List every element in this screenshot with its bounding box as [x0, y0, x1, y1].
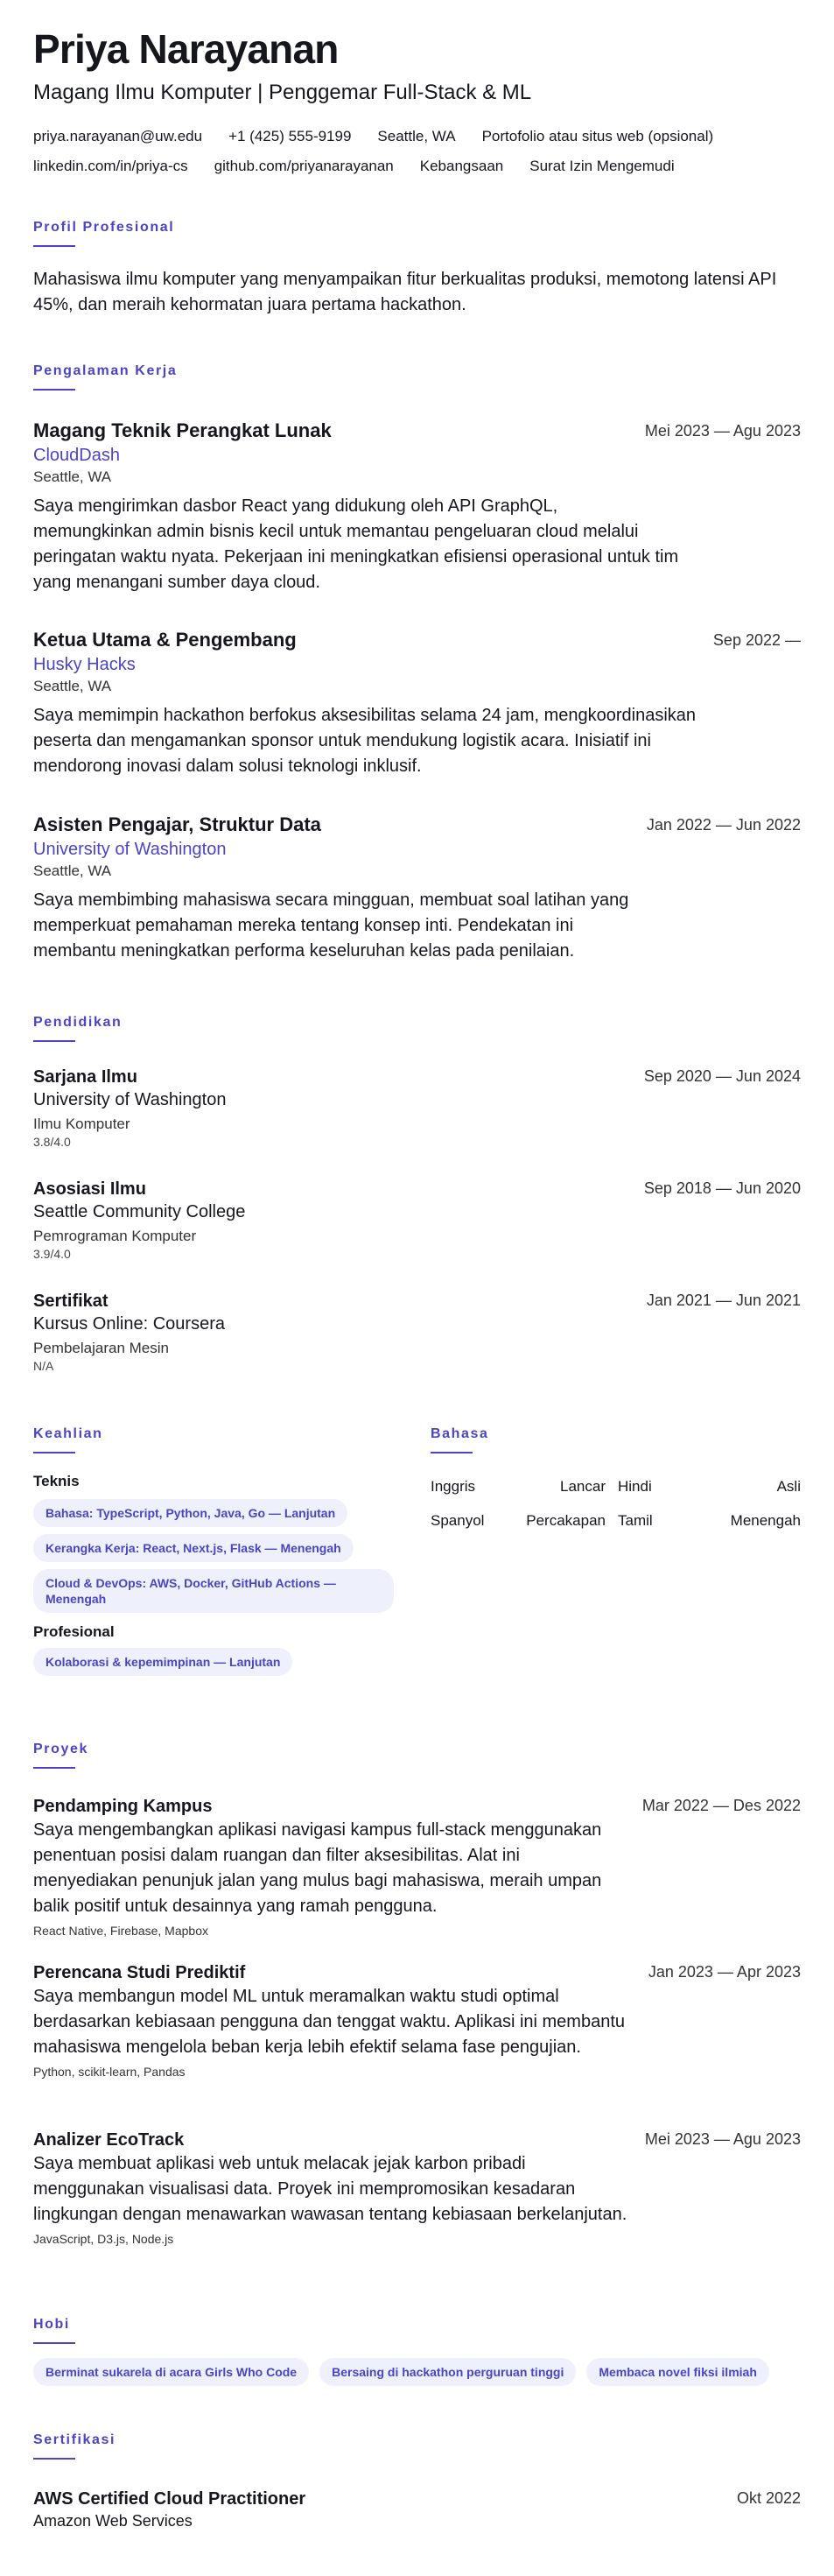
section-rule	[33, 389, 75, 391]
experience-description: Saya memimpin hackathon berfokus aksesibilitas selama 24 jam, mengkoordinasikan peserta dan mengamankan sponsor untuk mendukung logistik acara. Inisiatif ini mendorong inovasi dalam solusi teknologi inklusif.	[33, 706, 697, 776]
contact-nationality: Kebangsaan	[419, 158, 504, 174]
contact-github[interactable]: github.com/priyanarayanan	[214, 158, 394, 174]
experience-role: Ketua Utama & Pengembang	[33, 629, 297, 651]
experience-role: Asisten Pengajar, Struktur Data	[33, 813, 321, 835]
project-description: Saya membangun model ML untuk meramalkan waktu studi optimal berdasarkan kebiasaan pengguna dan tenggat waktu. Aplikasi ini membantu mahasiswa mengelola beban kerja lebih efektif selama fase pengujian.	[33, 1987, 626, 2057]
experience-description: Saya membimbing mahasiswa secara mingguan, membuat soal latihan yang memperkuat pemahaman mereka tentang konsep inti. Pendekatan ini membantu meningkatkan performa keseluruhan kelas pada penilaian.	[33, 890, 629, 961]
language-item	[618, 1511, 801, 1531]
experience-date: Sep 2022 —	[712, 631, 801, 649]
education-degree: Sertifikat	[33, 1292, 109, 1311]
language-level: Menengah	[730, 1512, 801, 1529]
skill-pill: Bahasa: TypeScript, Python, Java, Go — Lanjutan	[33, 1499, 347, 1527]
education-date: Jan 2021 — Jun 2021	[646, 1292, 801, 1309]
project-tech: JavaScript, D3.js, Node.js	[33, 2232, 174, 2246]
hobby-pill: Membaca novel fiksi ilmiah	[586, 2358, 769, 2386]
contact-phone[interactable]: +1 (425) 555-9199	[228, 128, 352, 144]
language-item	[618, 1477, 801, 1496]
certification-issuer: Amazon Web Services	[33, 2512, 193, 2530]
section-title-profile: Profil Profesional	[33, 220, 175, 235]
section-rule	[33, 1040, 75, 1042]
experience-role: Magang Teknik Perangkat Lunak	[33, 419, 332, 441]
language-name: Spanyol	[431, 1512, 485, 1529]
candidate-tagline: Magang Ilmu Komputer | Penggemar Full-Stack & ML	[33, 81, 532, 104]
education-gpa: N/A	[33, 1359, 54, 1373]
education-degree: Sarjana Ilmu	[33, 1067, 137, 1087]
experience-item	[33, 813, 637, 964]
contact-row-2	[33, 157, 701, 176]
section-title-projects: Proyek	[33, 1742, 88, 1756]
education-item	[33, 1178, 245, 1262]
education-item	[33, 1066, 226, 1150]
hobby-pill: Berminat sukarela di acara Girls Who Code	[33, 2358, 309, 2386]
language-level: Asli	[776, 1478, 801, 1495]
education-school: Kursus Online: Coursera	[33, 1314, 225, 1334]
contact-portfolio[interactable]: Portofolio atau situs web (opsional)	[481, 128, 714, 144]
education-date: Sep 2020 — Jun 2024	[643, 1067, 801, 1085]
language-item	[431, 1511, 606, 1531]
experience-date: Jan 2022 — Jun 2022	[646, 816, 801, 834]
contact-email[interactable]: priya.narayanan@uw.edu	[33, 128, 203, 144]
education-school: University of Washington	[33, 1090, 227, 1109]
skills-professional-heading: Profesional	[33, 1623, 115, 1640]
certification-name: AWS Certified Cloud Practitioner	[33, 2489, 306, 2509]
skills-technical-list	[33, 1499, 401, 1613]
section-title-hobbies: Hobi	[33, 2317, 70, 2332]
education-field: Ilmu Komputer	[33, 1116, 130, 1132]
language-name: Hindi	[618, 1478, 652, 1495]
certification-item	[33, 2488, 305, 2531]
section-rule	[33, 2342, 75, 2344]
experience-location: Seattle, WA	[33, 468, 112, 485]
experience-item	[33, 419, 681, 595]
experience-org: Husky Hacks	[33, 655, 136, 674]
project-name: Analizer EcoTrack	[33, 2130, 185, 2150]
skill-pill: Kerangka Kerja: React, Next.js, Flask — Menengah	[33, 1534, 354, 1562]
experience-location: Seattle, WA	[33, 862, 112, 879]
project-name: Pendamping Kampus	[33, 1797, 213, 1816]
language-level: Percakapan	[526, 1512, 606, 1529]
section-rule	[33, 2458, 75, 2460]
section-rule	[33, 1767, 75, 1769]
education-field: Pembelajaran Mesin	[33, 1340, 169, 1356]
experience-org: University of Washington	[33, 840, 227, 859]
hobbies-list	[33, 2358, 769, 2386]
certification-date: Okt 2022	[736, 2489, 801, 2507]
project-date: Mar 2022 — Des 2022	[641, 1797, 801, 1814]
project-date: Jan 2023 — Apr 2023	[648, 1963, 801, 1981]
contact-row-1	[33, 127, 739, 146]
contact-license: Surat Izin Mengemudi	[529, 158, 675, 174]
skills-technical-heading: Teknis	[33, 1473, 80, 1489]
project-item	[33, 1961, 628, 2080]
education-gpa: 3.9/4.0	[33, 1247, 71, 1261]
contact-linkedin[interactable]: linkedin.com/in/priya-cs	[33, 158, 188, 174]
language-level: Lancar	[560, 1478, 606, 1495]
experience-date: Mei 2023 — Agu 2023	[644, 422, 801, 440]
project-description: Saya mengembangkan aplikasi navigasi kampus full-stack menggunakan penentuan posisi dalam ruangan dan filter aksesibilitas. Alat ini menyediakan penunjuk jalan yang mulus bagi mahasiswa, meraih umpan balik positif untuk desainnya yang ramah pengguna.	[33, 1820, 602, 1916]
project-tech: Python, scikit-learn, Pandas	[33, 2065, 186, 2079]
project-description: Saya membuat aplikasi web untuk melacak jejak karbon pribadi menggunakan visualisasi data. Proyek ini mempromosikan kesadaran lingkungan dengan menawarkan wawasan tentang kebiasaan berkelanjutan.	[33, 2154, 627, 2224]
language-item	[431, 1477, 606, 1496]
education-gpa: 3.8/4.0	[33, 1135, 71, 1149]
project-item	[33, 1795, 628, 1939]
section-title-experience: Pengalaman Kerja	[33, 363, 178, 378]
education-date: Sep 2018 — Jun 2020	[643, 1179, 801, 1197]
education-school: Seattle Community College	[33, 1202, 246, 1221]
education-degree: Asosiasi Ilmu	[33, 1179, 146, 1199]
skill-pill: Cloud & DevOps: AWS, Docker, GitHub Actions — Menengah	[33, 1569, 394, 1613]
hobby-pill: Bersaing di hackathon perguruan tinggi	[319, 2358, 576, 2386]
project-tech: React Native, Firebase, Mapbox	[33, 1924, 208, 1938]
project-name: Perencana Studi Prediktif	[33, 1963, 246, 1982]
language-name: Tamil	[618, 1512, 653, 1529]
contact-location: Seattle, WA	[377, 128, 456, 144]
skill-pill: Kolaborasi & kepemimpinan — Lanjutan	[33, 1648, 292, 1676]
profile-summary: Mahasiswa ilmu komputer yang menyampaikan fitur berkualitas produksi, memotong latensi API 45%, dan meraih kehormatan juara pertama hackathon.	[33, 270, 777, 314]
section-rule	[33, 245, 75, 247]
project-item	[33, 2129, 628, 2247]
experience-location: Seattle, WA	[33, 678, 112, 694]
section-rule	[431, 1452, 473, 1453]
project-date: Mei 2023 — Agu 2023	[644, 2130, 801, 2148]
skills-professional-list	[33, 1648, 292, 1676]
section-title-certifications: Sertifikasi	[33, 2432, 116, 2447]
section-rule	[33, 1452, 75, 1453]
candidate-name: Priya Narayanan	[33, 26, 339, 72]
section-title-languages: Bahasa	[431, 1426, 489, 1441]
experience-description: Saya mengirimkan dasbor React yang didukung oleh API GraphQL, memungkinkan admin bisnis kecil untuk memantau pengeluaran cloud melalui peringatan waktu nyata. Pekerjaan ini meningkatkan efisiensi operasional untuk tim yang menangani sumber daya cloud.	[33, 496, 679, 592]
experience-item	[33, 628, 698, 779]
section-title-education: Pendidikan	[33, 1015, 123, 1030]
education-field: Pemrograman Komputer	[33, 1228, 197, 1244]
education-item	[33, 1290, 225, 1374]
experience-org: CloudDash	[33, 446, 120, 465]
language-name: Inggris	[431, 1478, 476, 1495]
section-title-skills: Keahlian	[33, 1426, 103, 1441]
